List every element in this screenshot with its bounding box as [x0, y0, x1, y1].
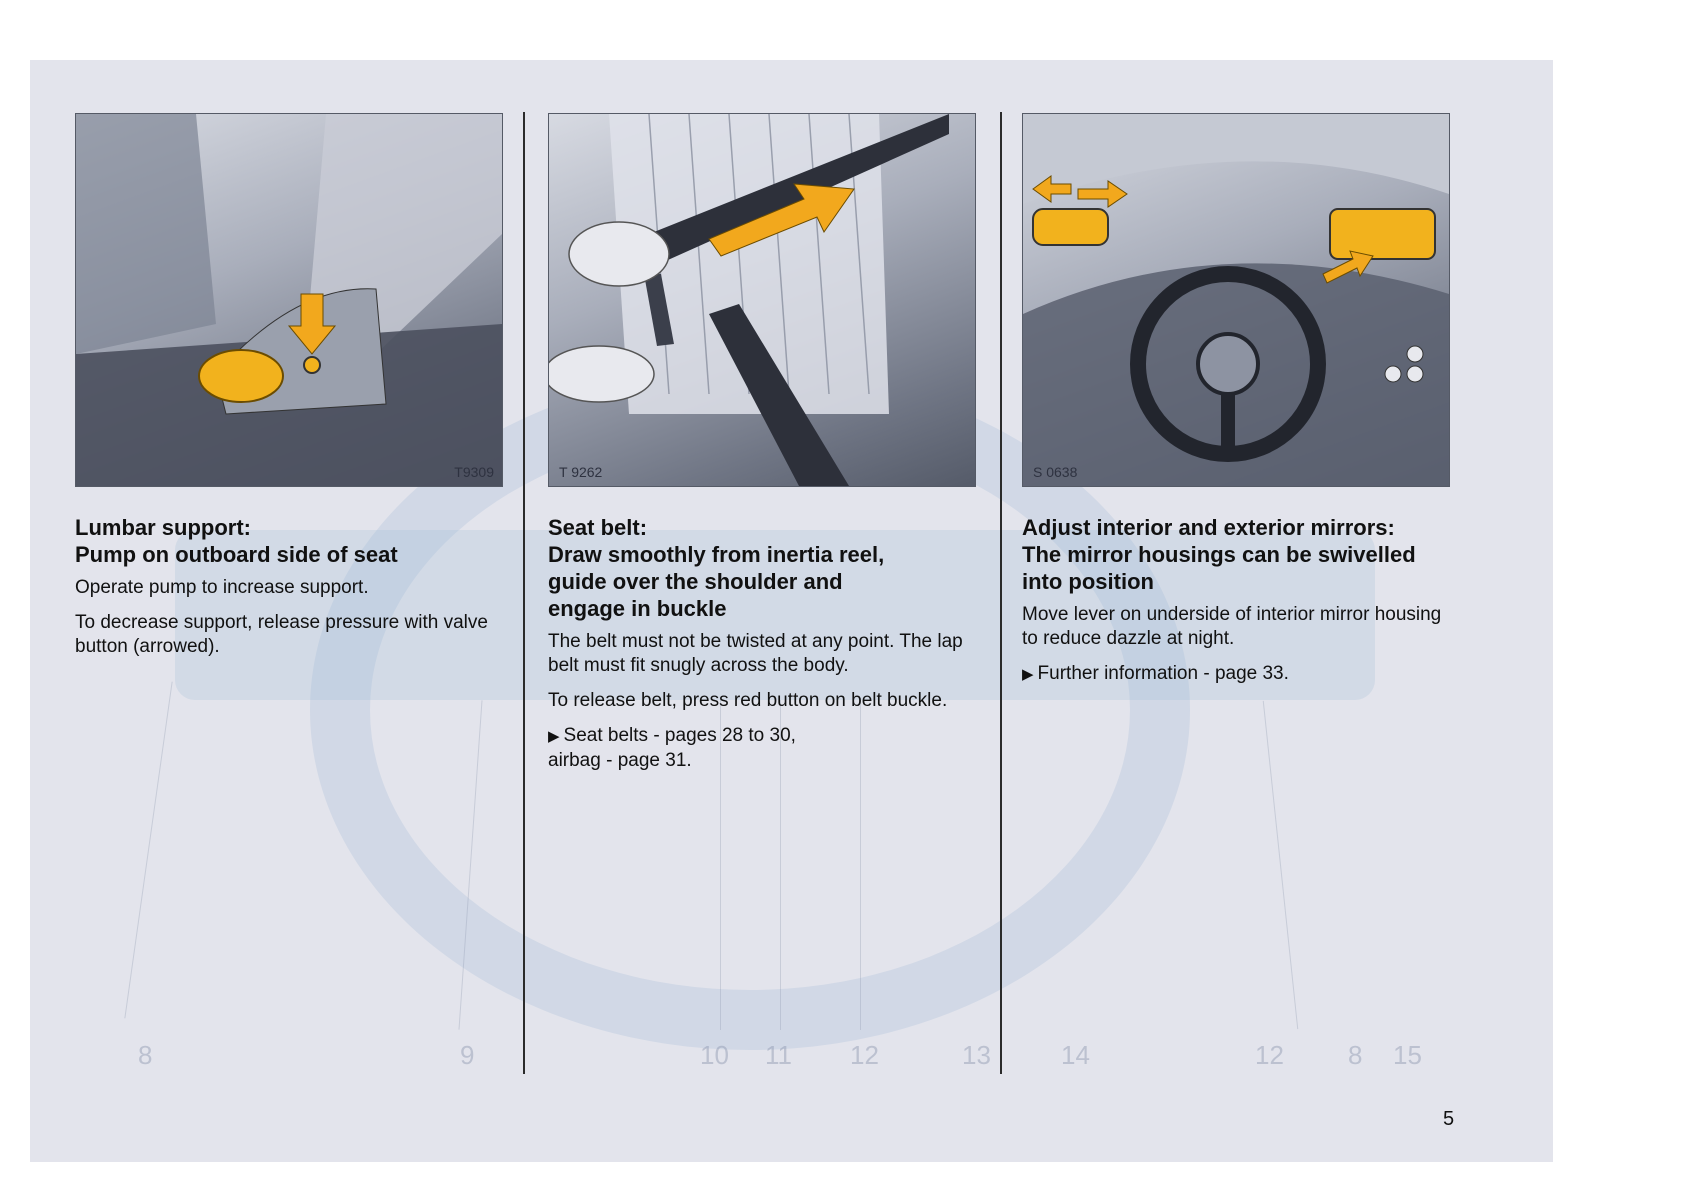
cockpit-drawing — [1023, 114, 1449, 486]
cross-reference — [1022, 662, 1452, 687]
mirrors-illustration — [1022, 113, 1450, 487]
body-paragraph: The belt must not be twisted at any point. The lap belt must fit snugly across the body. — [548, 631, 963, 676]
seat-pump-drawing — [76, 114, 502, 486]
image-code: T 9262 — [559, 464, 603, 480]
heading-line: Lumbar support: — [75, 515, 251, 540]
column-seat-belt — [548, 113, 978, 773]
show-through-line — [1263, 701, 1298, 1029]
reference-line: airbag - page 31. — [548, 750, 692, 771]
body-paragraph: To release belt, press red button on belt buckle. — [548, 690, 948, 711]
show-through-line — [124, 682, 172, 1019]
show-through-number: 10 — [700, 1040, 729, 1070]
show-through-number: 12 — [1255, 1040, 1284, 1070]
mirrors-text — [1022, 514, 1452, 687]
body-paragraph: Move lever on underside of interior mirror housing to reduce dazzle at night. — [1022, 604, 1442, 649]
heading-line: Pump on outboard side of seat — [75, 542, 398, 567]
show-through-number: 15 — [1393, 1040, 1422, 1070]
show-through-number: 13 — [962, 1040, 991, 1070]
heading-line: guide over the shoulder and — [548, 569, 843, 594]
section-heading — [1022, 514, 1452, 595]
image-code: T9309 — [454, 464, 494, 480]
cross-reference — [548, 724, 978, 773]
show-through-number: 12 — [850, 1040, 879, 1070]
column-divider — [523, 112, 525, 1074]
page-number: 5 — [1443, 1108, 1455, 1130]
column-divider — [1000, 112, 1002, 1074]
heading-line: The mirror housings can be swivelled — [1022, 542, 1416, 567]
show-through-number: 8 — [138, 1040, 153, 1070]
pointer-arrow-icon: ▶ — [548, 728, 560, 745]
lumbar-support-illustration — [75, 113, 503, 487]
show-through-number: 14 — [1061, 1040, 1090, 1070]
body-paragraph: Operate pump to increase support. — [75, 577, 369, 598]
show-through-number: 11 — [765, 1040, 792, 1070]
lumbar-support-text — [75, 514, 505, 659]
heading-line: Draw smoothly from inertia reel, — [548, 542, 885, 567]
section-heading — [548, 514, 978, 622]
column-lumbar-support — [75, 113, 505, 659]
heading-line: Adjust interior and exterior mirrors: — [1022, 515, 1395, 540]
pointer-arrow-icon: ▶ — [1022, 666, 1034, 683]
section-heading — [75, 514, 505, 568]
heading-line: into position — [1022, 569, 1154, 594]
image-code: S 0638 — [1033, 464, 1078, 480]
seat-belt-text — [548, 514, 978, 773]
seat-belt-drawing — [549, 114, 975, 486]
heading-line: Seat belt: — [548, 515, 648, 540]
seat-belt-illustration — [548, 113, 976, 487]
body-paragraph: To decrease support, release pressure with valve button (arrowed). — [75, 612, 488, 657]
show-through-number: 9 — [460, 1040, 475, 1070]
heading-line: engage in buckle — [548, 596, 727, 621]
reference-line: Further information - page 33. — [1037, 663, 1289, 684]
reference-line: Seat belts - pages 28 to 30, — [563, 725, 796, 746]
show-through-number: 8 — [1348, 1040, 1363, 1070]
column-mirrors — [1022, 113, 1452, 687]
